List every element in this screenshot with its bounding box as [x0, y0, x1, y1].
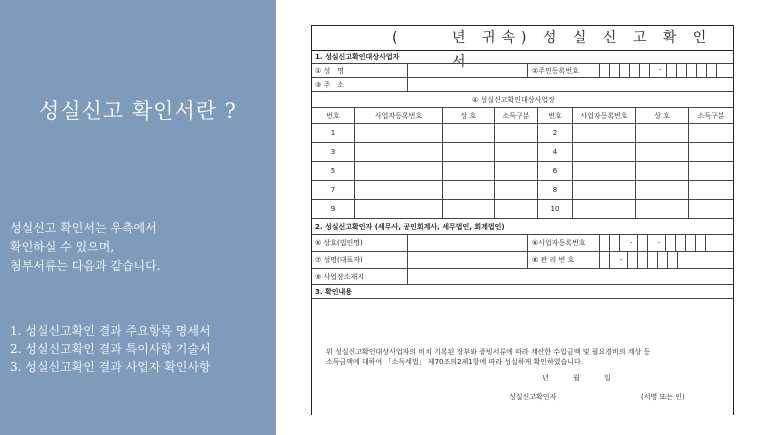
cell[interactable] [572, 162, 635, 180]
cell[interactable] [635, 200, 688, 218]
row-number: 5 [330, 167, 336, 175]
bizno-box[interactable] [637, 235, 647, 251]
section-3-header: 3. 확인내용 [312, 285, 733, 299]
attachment-item: 1. 성실신고확인 결과 주요항목 명세서 [10, 324, 211, 338]
left-panel [0, 0, 276, 435]
row-number: 7 [330, 186, 336, 194]
cell[interactable] [354, 124, 442, 142]
bizno-dash: - [630, 239, 633, 247]
cell[interactable] [354, 200, 442, 218]
cell[interactable] [442, 200, 494, 218]
cell[interactable] [442, 124, 494, 142]
office-label: ⑨ 사업장소재지 [315, 272, 365, 281]
table-header [312, 108, 733, 124]
cell[interactable] [354, 181, 442, 199]
bizno-box[interactable] [609, 235, 619, 251]
signature-hint: (서명 또는 인) [641, 393, 685, 401]
col-header: 소득구분 [494, 108, 537, 123]
section-1-header: 1. 성실신고확인대상사업자 [312, 51, 733, 64]
cell[interactable] [494, 143, 537, 161]
rrn-box[interactable] [629, 64, 639, 77]
cell[interactable] [635, 143, 688, 161]
intro-line: 성실신고 확인서는 우측에서 [10, 221, 157, 235]
row-number: 9 [330, 205, 336, 213]
company-row [312, 235, 733, 252]
cell[interactable] [635, 124, 688, 142]
cell[interactable] [572, 200, 635, 218]
cell[interactable] [635, 181, 688, 199]
row-number: 6 [537, 162, 572, 180]
address-field[interactable] [407, 78, 733, 91]
business-place-label: ④ 성실신고확인대상사업장 [472, 95, 555, 104]
row-number: 3 [330, 148, 336, 156]
mgmt-box[interactable] [667, 252, 677, 268]
cell[interactable] [354, 162, 442, 180]
office-field[interactable] [407, 269, 733, 284]
cell[interactable] [572, 143, 635, 161]
management-number-label: ⑧ 관 리 번 호 [532, 256, 575, 264]
mgmt-box[interactable] [627, 252, 637, 268]
mgmt-box[interactable] [637, 252, 647, 268]
row-number: 8 [537, 181, 572, 199]
rrn-box[interactable] [716, 64, 726, 77]
confirmation-notice [326, 347, 726, 367]
date-line: 년 월 일 [542, 374, 611, 382]
bizno-box[interactable] [675, 235, 685, 251]
cell[interactable] [442, 181, 494, 199]
mgmt-box[interactable] [657, 252, 667, 268]
confirmation-form [311, 25, 734, 415]
title-paren: ( [392, 30, 404, 46]
representative-row [312, 252, 733, 269]
bizno-box[interactable] [619, 235, 629, 251]
bizno-dash: - [658, 239, 661, 247]
signer-label: 성실신고확인자 [509, 393, 557, 401]
bizno-box[interactable] [599, 235, 609, 251]
bizno-box[interactable] [665, 235, 675, 251]
table-row [312, 162, 733, 181]
cell[interactable] [494, 124, 537, 142]
rrn-box[interactable] [666, 64, 676, 77]
rrn-box[interactable] [609, 64, 619, 77]
intro-line: 첨부서류는 다음과 같습니다. [10, 259, 161, 273]
cell[interactable] [442, 162, 494, 180]
rrn-box[interactable] [649, 64, 659, 77]
intro-line: 확인하실 수 있으며, [10, 240, 115, 254]
rrn-box[interactable] [676, 64, 686, 77]
attachment-item: 2. 성실신고확인 결과 특이사항 기술서 [10, 342, 211, 356]
cell[interactable] [688, 200, 733, 218]
intro-text [10, 219, 161, 276]
col-header: 소득구분 [688, 108, 733, 123]
company-field[interactable] [407, 235, 527, 251]
address-label: ③ 주 소 [315, 80, 345, 89]
rrn-label: ②주민등록번호 [532, 66, 579, 75]
cell[interactable] [494, 200, 537, 218]
cell[interactable] [572, 124, 635, 142]
name-row [312, 64, 733, 78]
bizno-box[interactable] [685, 235, 695, 251]
bizno-label: ⑥사업자등록번호 [532, 239, 586, 247]
rrn-box[interactable] [639, 64, 649, 77]
cell[interactable] [688, 124, 733, 142]
mgmt-box[interactable] [599, 252, 609, 268]
col-header: 사업자등록번호 [354, 108, 442, 123]
rrn-box[interactable] [599, 64, 609, 77]
rrn-box[interactable] [619, 64, 629, 77]
cell[interactable] [688, 162, 733, 180]
mgmt-box[interactable] [609, 252, 619, 268]
bizno-box[interactable] [695, 235, 705, 251]
address-row [312, 78, 733, 92]
row-number: 1 [330, 129, 336, 137]
cell[interactable] [635, 162, 688, 180]
cell[interactable] [442, 143, 494, 161]
cell[interactable] [354, 143, 442, 161]
bizno-box[interactable] [647, 235, 657, 251]
col-header: 상 호 [635, 108, 688, 123]
name-field[interactable] [407, 64, 527, 77]
mgmt-box[interactable] [677, 252, 687, 268]
table-row [312, 181, 733, 200]
business-place-row [312, 92, 733, 108]
company-label: ⑤ 상호(법인명) [315, 239, 363, 247]
representative-field[interactable] [407, 252, 527, 268]
name-label: ① 성 명 [315, 66, 345, 75]
panel-title: 성실신고 확인서란 ? [39, 99, 237, 123]
bizno-box[interactable] [705, 235, 715, 251]
notice-line: 위 성실신고확인대상사업자의 비치 기록된 장부와 증빙서류에 따라 계산한 수입금액 및 필요경비의 계상 등 [326, 348, 651, 356]
notice-line: 소득금액에 대하여 「소득세법」 제70조의2제1항에 따라 성실하게 확인하였습니다. [326, 358, 584, 366]
row-number: 10 [537, 200, 572, 218]
rrn-box[interactable] [706, 64, 716, 77]
attachment-item: 3. 성실신고확인 결과 사업자 확인사항 [10, 360, 211, 374]
cell[interactable] [572, 181, 635, 199]
mgmt-dash: - [620, 256, 623, 264]
office-row [312, 269, 733, 285]
mgmt-box[interactable] [647, 252, 657, 268]
col-header: 사업자등록번호 [572, 108, 635, 123]
title-text: 년 귀속) 성 실 신 고 확 인 서 [452, 30, 713, 70]
rrn-dash: - [659, 66, 662, 74]
cell[interactable] [494, 162, 537, 180]
table-row [312, 124, 733, 143]
representative-label: ⑦ 성명(대표자) [315, 256, 363, 264]
section-2-header: 2. 성실신고확인자 (세무사, 공인회계사, 세무법인, 회계법인) [312, 219, 733, 235]
cell[interactable] [494, 181, 537, 199]
rrn-box[interactable] [696, 64, 706, 77]
cell[interactable] [688, 143, 733, 161]
table-row [312, 143, 733, 162]
rrn-box[interactable] [686, 64, 696, 77]
row-number: 2 [537, 124, 572, 142]
cell[interactable] [688, 181, 733, 199]
attachment-list [10, 322, 211, 376]
col-header: 번호 [326, 111, 340, 120]
row-number: 4 [537, 143, 572, 161]
col-header: 상 호 [442, 108, 494, 123]
col-header: 번호 [537, 108, 572, 123]
table-row [312, 200, 733, 219]
